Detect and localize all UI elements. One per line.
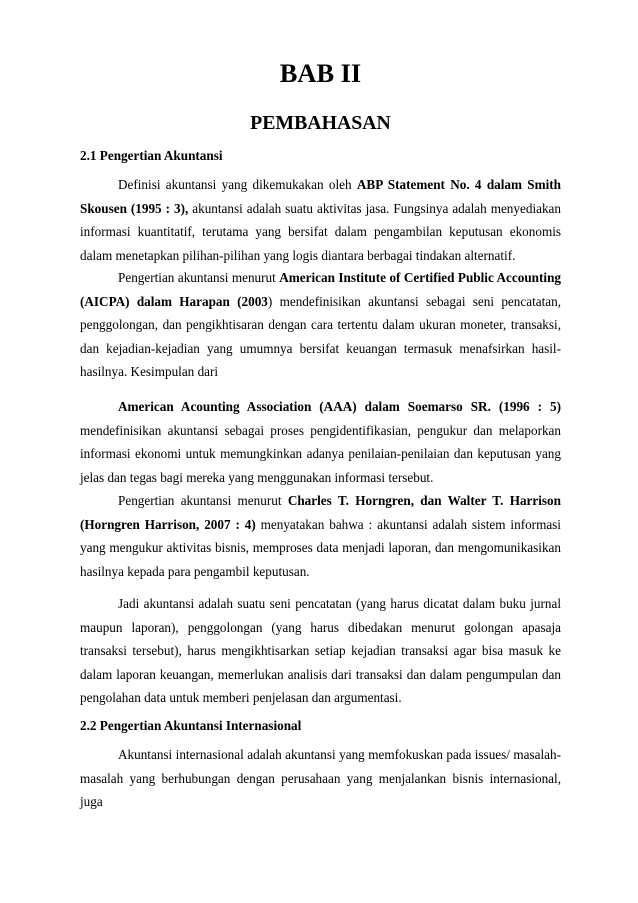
paragraph-conclusion: Jadi akuntansi adalah suatu seni pencatatan (yang harus dicatat dalam buku jurnal maupun laporan), penggolongan (yang harus dibedakan menurut golongan apasaja transaksi tersebut), harus mengikhtisarkan setiap kejadian transaksi agar bisa masuk ke dalam laporan keuangan, memerlukan analisis dari transaksi dan dalam pengumpulan dan pengolahan data untuk memberi penjelasan dan argumentasi. bbox=[80, 596, 561, 705]
paragraph-international-accounting: Akuntansi internasional adalah akuntansi yang memfokuskan pada issues/ masalah-masalah yang berhubungan dengan perusahaan yang menjalankan bisnis internasional, juga bbox=[80, 747, 561, 809]
chapter-title: BAB II bbox=[279, 58, 362, 88]
paragraph-text: Definisi akuntansi yang dikemukakan oleh bbox=[118, 177, 357, 192]
paragraph-text: Pengertian akuntansi menurut bbox=[118, 493, 288, 508]
paragraph-horngren-definition bbox=[80, 489, 561, 583]
citation-text: American Acounting Association (AAA) dalam Soemarso SR. (1996 : 5) bbox=[118, 399, 561, 414]
paragraph-text: akuntansi adalah suatu aktivitas jasa. Fungsinya adalah menyediakan informasi kuantitatif, terutama yang bersifat dalam pengambilan keputusan ekonomis dalam menetapkan pilihan-pilihan yang logis diantara berbagai tindakan alternatif. bbox=[80, 200, 562, 263]
paragraph-aaa-definition bbox=[80, 395, 561, 489]
citation-text: American Institute of Certified Public Accounting (AICPA) dalam Harapan (2003 bbox=[80, 270, 562, 309]
paragraph-text: mendefinisikan akuntansi sebagai proses pengidentifikasian, pengukur dan melaporkan informasi ekonomi untuk memungkinkan adanya penilaian-penilaian dan keputusan yang jelas dan tegas bagi mereka yang menggunakan informasi tersebut. bbox=[80, 422, 561, 485]
paragraph-text: ) mendefinisikan akuntansi sebagai seni pencatatan, penggolongan, dan pengikhtisaran dengan cara tertentu dalam ukuran moneter, transaksi, dan kejadian-kejadian yang umumnya bersifat keuangan termasuk menafsirkan hasil-hasilnya. Kesimpulan dari bbox=[80, 293, 561, 379]
paragraph-abp-definition bbox=[80, 173, 561, 267]
paragraph-text: menyatakan bahwa : akuntansi adalah sistem informasi yang mengukur aktivitas bisnis, memproses data menjadi laporan, dan mengomunikasikan hasilnya kepada para pengambil keputusan. bbox=[80, 516, 561, 579]
citation-text: ABP Statement No. 4 dalam Smith Skousen (1995 : 3), bbox=[80, 177, 561, 216]
section-heading-2-1: 2.1 Pengertian Akuntansi bbox=[80, 148, 223, 163]
chapter-subtitle: PEMBAHASAN bbox=[250, 112, 391, 134]
section-heading-2-2: 2.2 Pengertian Akuntansi Internasional bbox=[80, 718, 302, 733]
paragraph-aicpa-definition bbox=[80, 266, 561, 384]
citation-text: Charles T. Horngren, dan Walter T. Harrison (Horngren Harrison, 2007 : 4) bbox=[80, 493, 561, 532]
paragraph-text: Pengertian akuntansi menurut bbox=[118, 270, 280, 285]
document-page bbox=[80, 0, 561, 903]
